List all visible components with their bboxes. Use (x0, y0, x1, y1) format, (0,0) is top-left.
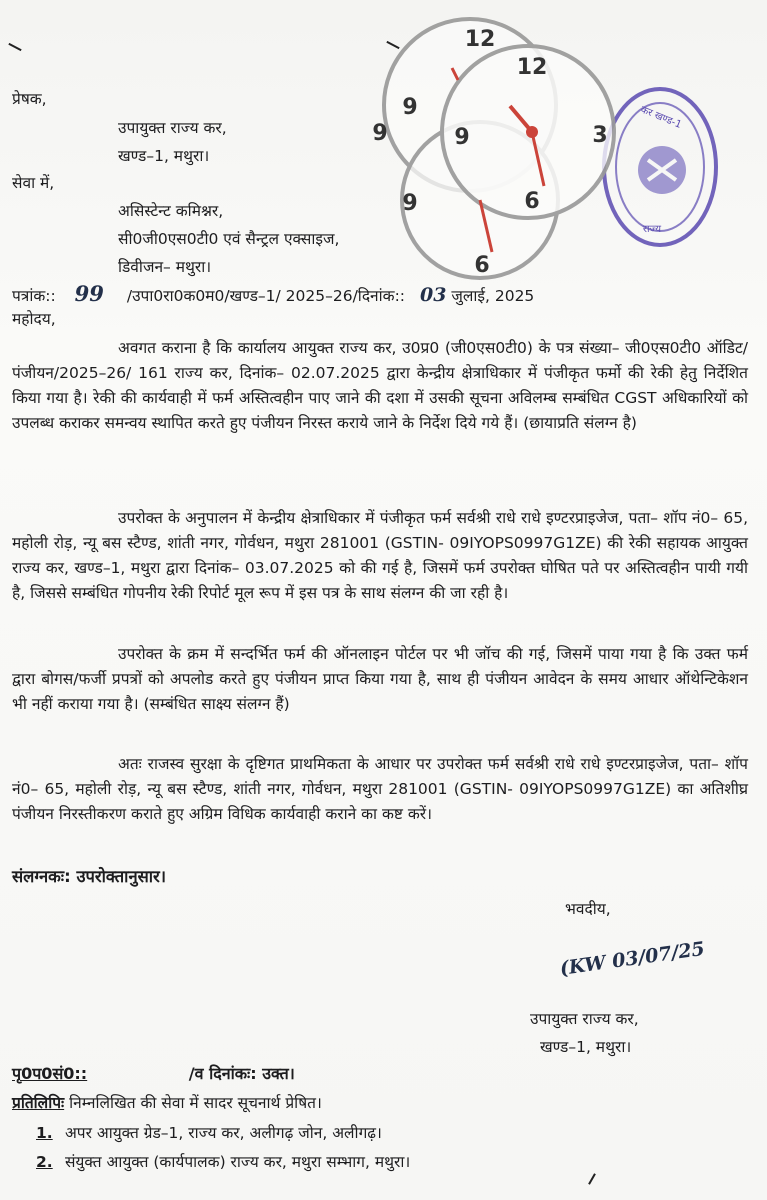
copy-item-number: 1. (36, 1124, 53, 1142)
copy-item (36, 1122, 382, 1144)
copy-item-number: 2. (36, 1153, 53, 1171)
clock-number: 9 (454, 125, 470, 150)
clock-number: 12 (516, 55, 548, 80)
clock-number: 3 (592, 123, 608, 148)
endorsement-line (12, 1063, 295, 1085)
pen-mark (588, 1173, 596, 1184)
clock-number: 9 (402, 95, 418, 120)
ref-date-tail: जुलाई, 2025 (451, 287, 535, 305)
sign-line: खण्ड–1, मथुरा। (540, 1038, 632, 1056)
clock-number: 6 (524, 189, 540, 214)
recipient-line: सी0जी0एस0टी0 एवं सैन्ट्रल एक्साइज, (118, 230, 340, 248)
sender-line: खण्ड–1, मथुरा। (118, 147, 210, 165)
endorsement-tail: /व दिनांकः: उक्त। (188, 1064, 295, 1083)
copy-line (12, 1092, 322, 1114)
salutation: महोदय, (12, 310, 56, 328)
body-paragraph: उपरोक्त के क्रम में सन्दर्भित फर्म की ऑनलाइन पोर्टल पर भी जॉच की गई, जिसमें पाया गया है कि उक्त फर्म द्वारा बोगस/फर्जी प्रपत्रों को अपलोड करते हुए पंजीयन प्राप्त किया गया है, साथ ही पंजीयन आवेदन के समय आधार ऑथेन्टिकेशन भी नहीं कराया गया है। (सम्बंधित साक्ष्य संलग्न हैं) (12, 645, 748, 713)
body-paragraph: अवगत कराना है कि कार्यालय आयुक्त राज्य कर, उ0प्र0 (जी0एस0टी0) के पत्र संख्या– जी0एस0टी0 ऑडिट/पंजीयन/2025–26/ 161 राज्य कर, दिनांक– 02.07.2025 द्वारा केन्द्रीय क्षेत्राधिकार में पंजीकृत फर्मो की रेकी हेतु निर्देशित किया गया है। रेकी की कार्यवाही में फर्म अस्तित्वहीन पाए जाने की दशा में उसकी सूचना अविलम्ब सम्बंधित CGST अधिकारियों को उपलब्ध कराकर समन्वय स्थापित करते हुए पंजीयन निरस्त कराये जाने के निर्देश दिये गये हैं। (छायाप्रति संलग्न है) (12, 339, 748, 432)
recipient-line: डिवीजन– मथुरा। (118, 258, 212, 276)
recipient-line: असिस्टेन्ट कमिश्नर, (118, 202, 224, 220)
ref-mid: /उपा0रा0क0म0/खण्ड–1/ 2025–26/दिनांक:: (126, 287, 406, 305)
signature: (KW 03/07/25 (558, 937, 707, 980)
reference-line (12, 283, 534, 307)
body-paragraph: उपरोक्त के अनुपालन में केन्द्रीय क्षेत्राधिकार में पंजीकृत फर्म सर्वश्री राधे राधे इण्टरप्राइजेज, पता– शॉप नं0– 65, महोली रोड़, न्यू बस स्टैण्ड, शांती नगर, गोर्वधन, मथुरा 281001 (GSTIN- 09IYOPS0997G1ZE) की रेकी सहायक आयुक्त राज्य कर, खण्ड–1, मथुरा द्वारा दिनांक– 03.07.2025 को की गई है, जिसमें फर्म उपरोक्त घोषित पते पर अस्तित्वहीन पायी गयी है, जिससे सम्बंधित गोपनीय रेकी रिपोर्ट मूल रूप में इस पत्र के साथ संलग्न की जा रही है। (12, 509, 748, 602)
copy-item-text: संयुक्त आयुक्त (कार्यपालक) राज्य कर, मथुरा सम्भाग, मथुरा। (64, 1153, 411, 1171)
clock-overlay-icon (360, 10, 608, 280)
sign-line: उपायुक्त राज्य कर, (530, 1010, 639, 1028)
ref-day: 03 (419, 284, 447, 306)
copy-item (36, 1151, 410, 1173)
closing: भवदीय, (565, 900, 611, 918)
enclosure-note: संलग्नकः: उपरोक्तानुसार। (12, 867, 167, 886)
endorsement-label: पृ0प0सं0:: (12, 1064, 88, 1083)
svg-text:कर खण्ड-1: कर खण्ड-1 (638, 104, 684, 131)
clock-number: 12 (464, 27, 496, 52)
body-paragraph: अतः राजस्व सुरक्षा के दृष्टिगत प्राथमिकता के आधार पर उपरोक्त फर्म सर्वश्री राधे राधे इण्टरप्राइजेज, पता– शॉप नं0– 65, महोली रोड़, न्यू बस स्टैण्ड, शांती नगर, गोर्वधन, मथुरा 281001 (GSTIN- 09IYOPS0997G1ZE) का अतिशीघ्र पंजीयन निरस्तीकरण कराते हुए अग्रिम विधिक कार्यवाही कराने का कष्ट करें। (12, 755, 748, 823)
ref-number: 99 (74, 281, 104, 306)
pen-mark (8, 43, 21, 51)
clock-number: 9 (372, 121, 388, 146)
copy-item-text: अपर आयुक्त ग्रेड–1, राज्य कर, अलीगढ़ जोन, अलीगढ़। (64, 1124, 382, 1142)
copy-text: निम्नलिखित की सेवा में सादर सूचनार्थ प्रेषित। (69, 1094, 322, 1112)
clock-number: 9 (402, 191, 418, 216)
clock-number: 6 (474, 253, 490, 278)
svg-text:राज्य: राज्य (642, 224, 662, 235)
copy-label: प्रतिलिपिः (12, 1094, 65, 1112)
sender-line: उपायुक्त राज्य कर, (118, 119, 227, 137)
sender-label: प्रेषक, (12, 90, 47, 108)
to-label: सेवा में, (12, 174, 55, 192)
ref-label: पत्रांक:: (12, 287, 56, 305)
